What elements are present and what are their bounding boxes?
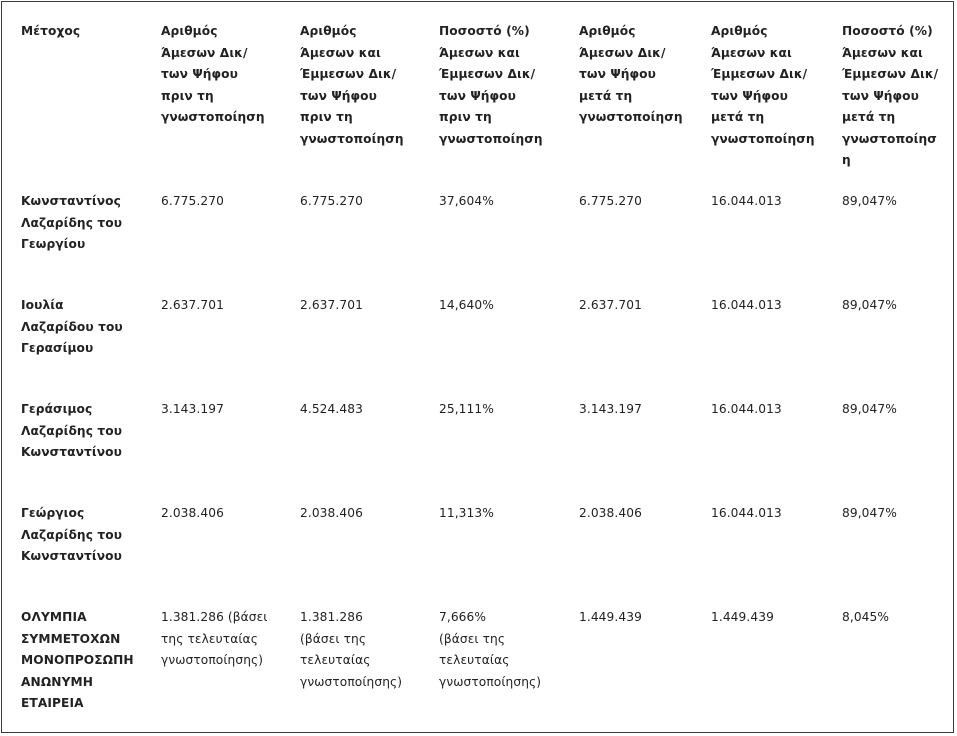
cell-direct-indirect-votes-before [292,603,431,717]
cell-text-line: Λαζαρίδης του [21,527,123,542]
cell-text-line: 6.775.270 [579,194,642,208]
cell-direct-indirect-votes-after [703,603,834,717]
header-text-line: γνωστοποίηση [711,131,815,146]
cell-direct-indirect-votes-after [703,499,834,603]
cell-direct-votes-before [153,291,292,395]
cell-percent-after [834,291,953,395]
header-text-line: Άμεσων και [439,45,520,60]
cell-text-line: γνωστοποίησης) [300,674,403,689]
header-shareholder [13,17,153,185]
header-row [13,17,953,185]
header-text-line: Άμεσων και [842,45,923,60]
table-row [13,395,953,499]
cell-text-line: Γεωργίου [21,237,86,251]
header-text-line: γνωστοποίηση [579,110,683,124]
cell-text-line: 89,047% [842,506,897,520]
cell-text-line: Κωνσταντίνου [21,445,122,459]
cell-text-line: ΑΝΩΝΥΜΗ [21,674,94,689]
cell-text-line: 1.381.286 [300,610,363,624]
cell-shareholder [13,185,153,291]
header-text-line: Έμμεσων Δικ/ [711,67,808,81]
cell-shareholder [13,603,153,717]
cell-text-line: 16.044.013 [711,194,782,208]
cell-text-line: (βάσει της [300,631,367,646]
header-text-line: Άμεσων και [300,45,381,60]
header-text-line: Μέτοχος [21,24,81,38]
cell-shareholder [13,499,153,603]
cell-text-line: 16.044.013 [711,402,782,416]
cell-percent-before [431,395,571,499]
header-text-line: Άμεσων Δικ/ [161,45,248,60]
cell-text-line: 16.044.013 [711,298,782,312]
cell-direct-indirect-votes-before [292,185,431,291]
header-text-line: των Ψήφου [711,88,788,103]
header-text-line: Έμμεσων Δικ/ [842,67,939,81]
cell-text-line: 6.775.270 [161,194,224,208]
header-text-line: Έμμεσων Δικ/ [439,67,536,81]
cell-percent-after [834,603,953,717]
header-text-line: πριν τη [300,110,353,124]
cell-percent-after [834,395,953,499]
cell-text-line: 2.637.701 [579,298,642,312]
cell-text-line: 3.143.197 [161,402,224,416]
cell-text-line: 2.038.406 [300,506,363,520]
header-text-line: Ποσοστό (%) [842,24,933,38]
cell-text-line: Κωνσταντίνου [21,549,122,563]
cell-direct-votes-before [153,395,292,499]
cell-text-line: ΟΛΥΜΠΙΑ [21,610,87,624]
cell-text-line: 37,604% [439,194,494,208]
cell-text-line: (βάσει της [439,631,506,646]
table-row [13,603,953,717]
cell-direct-votes-after [571,395,703,499]
header-text-line: γνωστοποίηση [439,131,543,146]
header-text-line: Αριθμός [161,24,218,38]
cell-text-line: 7,666% [439,610,487,624]
header-text-line: γνωστοποίηση [300,131,404,146]
cell-text-line: 6.775.270 [300,194,363,208]
cell-text-line: 25,111% [439,402,494,416]
cell-text-line: 1.381.286 (βάσει [161,610,268,624]
header-text-line: γνωστοποίηση [161,110,265,124]
shareholders-table [13,17,953,717]
header-text-line: των Ψήφου [579,67,656,81]
cell-shareholder [13,291,153,395]
header-text-line: γνωστοποίηση [842,131,937,167]
cell-direct-votes-after [571,185,703,291]
cell-text-line: 14,640% [439,298,494,312]
cell-percent-before [431,291,571,395]
cell-text-line: γνωστοποίησης) [439,674,542,689]
header-text-line: Αριθμός [711,24,768,38]
cell-text-line: 1.449.439 [711,610,774,624]
cell-direct-votes-after [571,499,703,603]
cell-text-line: 11,313% [439,506,494,520]
cell-text-line: 3.143.197 [579,402,642,416]
cell-text-line: 2.038.406 [579,506,642,520]
cell-direct-indirect-votes-after [703,395,834,499]
cell-text-line: Λαζαρίδης του [21,423,123,438]
document-frame [1,1,954,733]
cell-shareholder [13,395,153,499]
cell-text-line: Γεώργιος [21,506,85,520]
cell-percent-after [834,185,953,291]
cell-percent-before [431,499,571,603]
header-text-line: των Ψήφου [300,88,377,103]
cell-text-line: γνωστοποίησης) [161,653,264,667]
cell-text-line: Ιουλία [21,298,64,312]
cell-text-line: Γεράσιμος [21,402,93,416]
cell-direct-votes-before [153,185,292,291]
cell-direct-votes-after [571,291,703,395]
cell-direct-votes-before [153,603,292,717]
cell-text-line: 16.044.013 [711,506,782,520]
cell-text-line: τελευταίας [439,653,510,667]
cell-text-line: 89,047% [842,402,897,416]
header-text-line: πριν τη [161,88,214,103]
header-direct-votes-before [153,17,292,185]
header-text-line: Άμεσων και [711,45,792,60]
table-row [13,185,953,291]
header-percent-before [431,17,571,185]
cell-text-line: 89,047% [842,194,897,208]
header-text-line: Αριθμός [579,24,636,38]
cell-direct-votes-before [153,499,292,603]
cell-text-line: 8,045% [842,610,890,624]
header-direct-votes-after [571,17,703,185]
header-text-line: μετά τη [579,88,633,103]
cell-direct-indirect-votes-before [292,291,431,395]
cell-text-line: ΣΥΜΜΕΤΟΧΩΝ [21,631,121,646]
cell-percent-before [431,185,571,291]
header-direct-indirect-votes-after [703,17,834,185]
header-text-line: Αριθμός [300,24,357,38]
header-text-line: των Ψήφου [842,88,919,103]
cell-text-line: 89,047% [842,298,897,312]
header-text-line: Ποσοστό (%) [439,24,530,38]
header-text-line: πριν τη [439,110,492,124]
cell-percent-before [431,603,571,717]
table-body [13,185,953,717]
header-text-line: των Ψήφου [161,67,238,81]
cell-text-line: Λαζαρίδης του [21,215,123,230]
cell-direct-indirect-votes-before [292,499,431,603]
header-text-line: των Ψήφου [439,88,516,103]
header-text-line: μετά τη [711,110,765,124]
header-percent-after [834,17,953,185]
cell-text-line: τελευταίας [300,653,371,667]
header-direct-indirect-votes-before [292,17,431,185]
cell-text-line: της τελευταίας [161,631,258,646]
header-text-line: Έμμεσων Δικ/ [300,67,397,81]
cell-percent-after [834,499,953,603]
cell-direct-indirect-votes-before [292,395,431,499]
table-row [13,499,953,603]
cell-text-line: 2.637.701 [300,298,363,312]
cell-text-line: 4.524.483 [300,402,363,416]
cell-text-line: 2.637.701 [161,298,224,312]
cell-direct-votes-after [571,603,703,717]
cell-text-line: 1.449.439 [579,610,642,624]
cell-text-line: 2.038.406 [161,506,224,520]
header-text-line: μετά τη [842,110,896,124]
cell-text-line: ΜΟΝΟΠΡΟΣΩΠΗ [21,653,134,667]
cell-text-line: ΕΤΑΙΡΕΙΑ [21,696,84,710]
cell-direct-indirect-votes-after [703,185,834,291]
table-row [13,291,953,395]
cell-direct-indirect-votes-after [703,291,834,395]
cell-text-line: Κωνσταντίνος [21,194,121,208]
cell-text-line: Λαζαρίδου του [21,319,123,334]
header-text-line: Άμεσων Δικ/ [579,45,666,60]
cell-text-line: Γερασίμου [21,341,94,355]
